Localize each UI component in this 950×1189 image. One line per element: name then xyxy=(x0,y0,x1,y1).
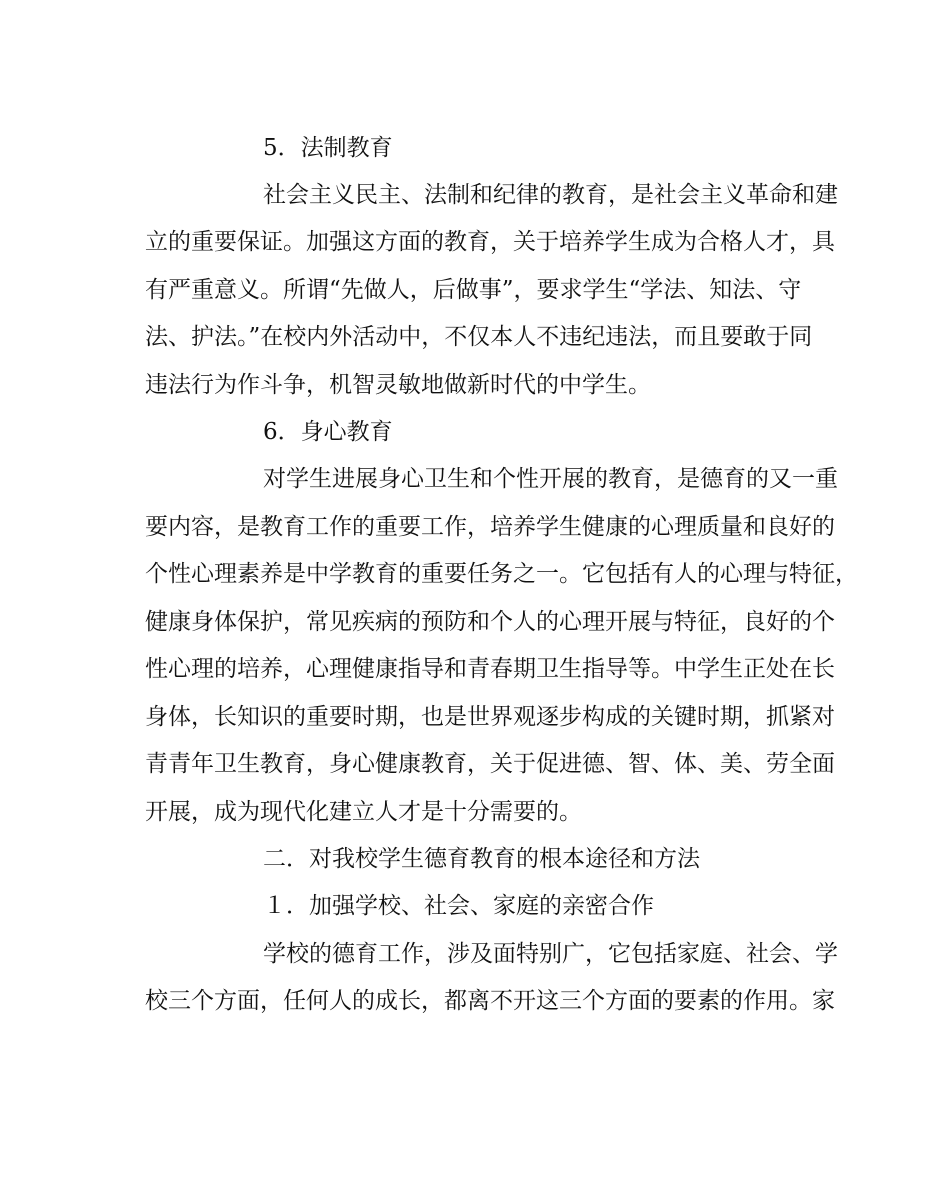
paragraph-line: 健康身体保护，常见疾病的预防和个人的心理开展与特征，良好的个 xyxy=(145,609,835,635)
paragraph-line: 违法行为作斗争，机智灵敏地做新时代的中学生。 xyxy=(145,372,651,398)
subsection-heading: １．加强学校、社会、家庭的亲密合作 xyxy=(263,893,654,919)
paragraph-line: 学校的德育工作，涉及面特别广，它包括家庭、社会、学 xyxy=(263,941,838,967)
paragraph-line: 对学生进展身心卫生和个性开展的教育，是德育的又一重 xyxy=(263,466,838,492)
chapter-heading: 二．对我校学生德育教育的根本途径和方法 xyxy=(263,846,700,872)
paragraph-line: 性心理的培养，心理健康指导和青春期卫生指导等。中学生正处在长 xyxy=(145,656,835,682)
paragraph-line: 要内容，是教育工作的重要工作，培养学生健康的心理质量和良好的 xyxy=(145,514,835,540)
paragraph-line: 身体，长知识的重要时期，也是世界观逐步构成的关键时期，抓紧对 xyxy=(145,704,835,730)
paragraph-line: 法、护法。”在校内外活动中，不仅本人不违纪违法，而且要敢于同 xyxy=(145,324,813,350)
paragraph-line: 有严重意义。所谓“先做人，后做事”，要求学生“学法、知法、守 xyxy=(145,277,802,303)
section-heading-mind-body-education: 6．身心教育 xyxy=(263,419,393,445)
paragraph-line: 个性心理素养是中学教育的重要任务之一。它包括有人的心理与特征， xyxy=(145,561,858,587)
paragraph-line: 立的重要保证。加强这方面的教育，关于培养学生成为合格人才，具 xyxy=(145,229,835,255)
paragraph-line: 社会主义民主、法制和纪律的教育，是社会主义革命和建 xyxy=(263,182,838,208)
paragraph-line: 开展，成为现代化建立人才是十分需要的。 xyxy=(145,799,582,825)
paragraph-line: 青青年卫生教育，身心健康教育，关于促进德、智、体、美、劳全面 xyxy=(145,751,835,777)
paragraph-line: 校三个方面，任何人的成长，都离不开这三个方面的要素的作用。家 xyxy=(145,988,835,1014)
section-heading-legal-education: 5．法制教育 xyxy=(263,135,393,161)
